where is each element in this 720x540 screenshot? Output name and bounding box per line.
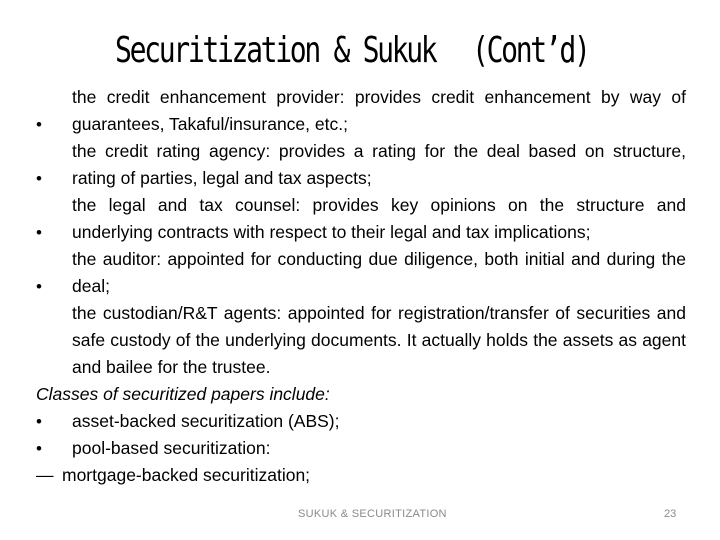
list-item-legal-tax <box>36 192 686 246</box>
bullet-icon: • <box>36 223 42 242</box>
list-item-text: the credit rating agency: provides a rating for the deal based on structure, rating of parties, legal and tax aspects; <box>72 141 686 188</box>
list-item-text: the credit enhancement provider: provides credit enhancement by way of guarantees, Takaful/insurance, etc.; <box>72 87 686 134</box>
slide-body <box>36 84 686 489</box>
bullet-icon: • <box>36 115 42 134</box>
bullet-icon: • <box>36 277 42 296</box>
dash-icon: — <box>36 465 54 485</box>
bullet-icon: • <box>36 412 42 431</box>
list-item-text: pool-based securitization: <box>72 438 271 458</box>
list-item-custodian <box>36 300 686 381</box>
list-item-text: mortgage-backed securitization; <box>62 465 311 485</box>
list-item-auditor <box>36 246 686 300</box>
list-item-pool-based <box>36 435 686 462</box>
bullet-icon: • <box>36 439 42 458</box>
page-number: 23 <box>664 508 677 520</box>
footer-label: SUKUK & SECURITIZATION <box>298 508 447 520</box>
list-item-text: asset-backed securitization (ABS); <box>72 411 340 431</box>
list-item-credit-rating <box>36 138 686 192</box>
list-item-text: the legal and tax counsel: provides key opinions on the structure and underlying contracts with respect to their legal and tax implications; <box>72 195 686 242</box>
title-continued: (Cont’d) <box>472 30 589 71</box>
list-item-credit-enhancement <box>36 84 686 138</box>
list-item-text: the auditor: appointed for conducting due diligence, both initial and during the deal; <box>72 249 686 296</box>
classes-heading: Classes of securitized papers include: <box>36 384 330 404</box>
list-item-abs <box>36 408 686 435</box>
slide-title <box>0 30 720 80</box>
list-item-mortgage-backed <box>36 462 686 489</box>
title-main: Securitization & Sukuk <box>115 30 436 71</box>
bullet-icon: • <box>36 169 42 188</box>
list-item-text: the custodian/R&T agents: appointed for registration/transfer of securities and safe custody of the underlying documents. It actually holds the assets as agent and bailee for the trustee. <box>72 303 686 377</box>
